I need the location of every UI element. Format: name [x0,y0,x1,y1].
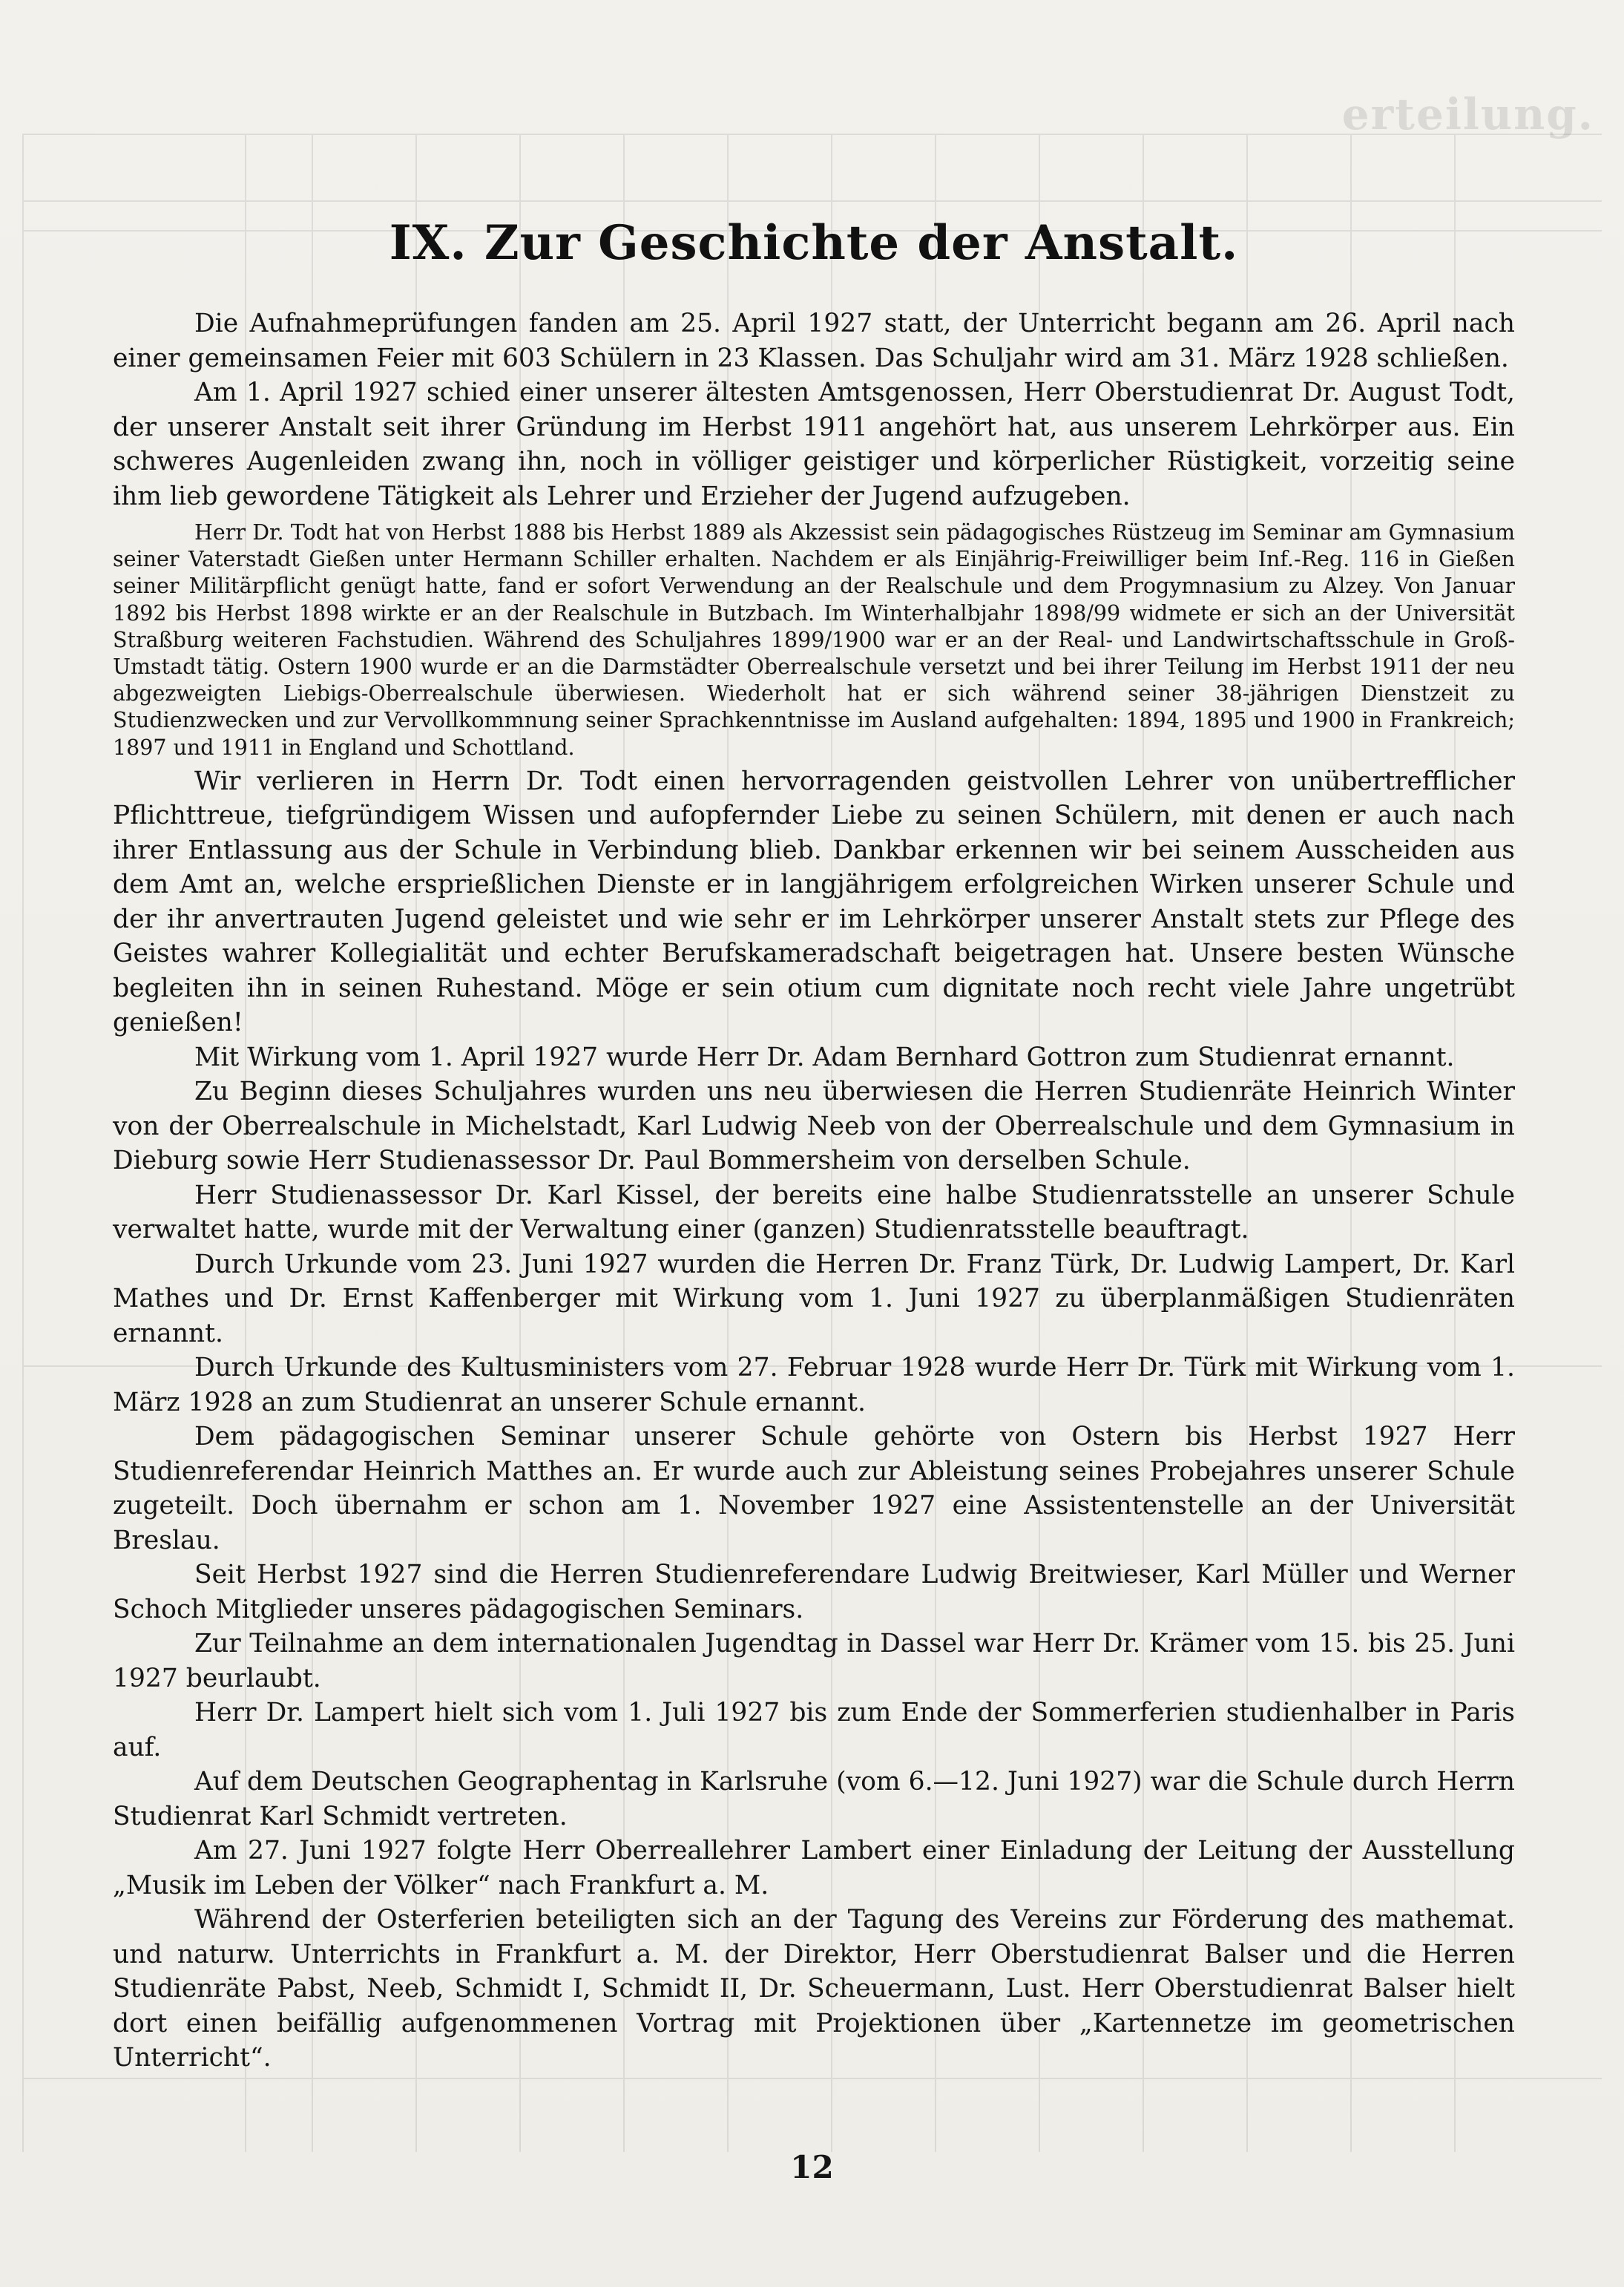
section-heading: IX. Zur Geschichte der Anstalt. [389,215,1239,271]
paragraph-tribute: Wir verlieren in Herrn Dr. Todt einen hervorragenden geistvollen Lehrer von unübertrefflicher Pflichttreue, tiefgründigem Wissen und aufopfernder Liebe zu seinen Schülern, mit denen er auch nach ihrer Entlassung aus der Schule in Verbindung blieb. Dankbar erkennen wir bei seinem Ausscheiden aus dem Amt an, welche ersprießlichen Dienste er in langjährigem erfolgreichen Wirken unserer Schule und der ihr anvertrauten Jugend geleistet und wie sehr er im Lehrkörper unserer Anstalt stets zur Pflege des Geistes wahrer Kollegialität und echter Berufskameradschaft beigetragen hat. Unsere besten Wünsche begleiten ihn in seinen Ruhestand. Möge er sein otium cum dignitate noch recht viele Jahre ungetrübt genießen! [113,766,1515,1038]
paragraph-new-teachers: Zu Beginn dieses Schuljahres wurden uns neu überwiesen die Herren Studienräte Heinrich Winter von der Oberrealschule in Michelstadt, Karl Ludwig Neeb von der Oberrealschule und dem Gymnasium in Dieburg sowie Herr Studienassessor Dr. Paul Bommersheim von derselben Schule. [113,1077,1515,1176]
paragraph-jugendtag: Zur Teilnahme an dem internationalen Jugendtag in Dassel war Herr Dr. Krämer vom 15. bis 25. Juni 1927 beurlaubt. [113,1629,1515,1693]
todt-biography: Herr Dr. Todt hat von Herbst 1888 bis Herbst 1889 als Akzessist sein pädagogisches Rüstzeug im Seminar am Gymnasium seiner Vaterstadt Gießen unter Hermann Schiller erhalten. Nachdem er als Einjährig-Freiwilliger beim Inf.-Reg. 116 in Gießen seiner Militärpflicht genügt hatte, fand er sofort Verwendung an der Realschule und dem Progymnasium zu Alzey. Von Januar 1892 bis Herbst 1898 wirkte er an der Realschule in Butzbach. Im Winterhalbjahr 1898/99 widmete er sich an der Universität Straßburg weiteren Fachstudien. Während des Schuljahres 1899/1900 war er an der Real- und Landwirtschaftsschule in Groß-Umstadt tätig. Ostern 1900 wurde er an die Darmstädter Oberrealschule versetzt und bei ihrer Teilung im Herbst 1911 der neu abgezweigten Liebigs-Oberrealschule überwiesen. Wiederholt hat er sich während seiner 38-jährigen Dienstzeit zu Studienzwecken und zur Vervollkommnung seiner Sprachkenntnisse im Ausland aufgehalten: 1894, 1895 und 1900 in Frankreich; 1897 und 1911 in England und Schottland. [113,520,1515,760]
paragraph-kissel: Herr Studienassessor Dr. Karl Kissel, der bereits eine halbe Studienratsstelle an unserer Schule verwaltet hatte, wurde mit der Verwaltung einer (ganzen) Studienratsstelle beauftragt. [113,1180,1515,1245]
paragraph-opening: Die Aufnahmeprüfungen fanden am 25. April 1927 statt, der Unterricht begann am 26. April nach einer gemeinsamen Feier mit 603 Schülern in 23 Klassen. Das Schuljahr wird am 31. März 1928 schließen. [113,309,1515,373]
paragraph-osterferien: Während der Osterferien beteiligten sich an der Tagung des Vereins zur Förderung des mathemat. und naturw. Unterrichts in Frankfurt a. M. der Direktor, Herr Oberstudienrat Balser und die Herren Studienräte Pabst, Neeb, Schmidt I, Schmidt II, Dr. Scheuermann, Lust. Herr Oberstudienrat Balser hielt dort einen beifällig aufgenommenen Vortrag mit Projektionen über „Kartennetze im geometrischen Unterricht“. [113,1905,1515,2073]
page-number: 12 [790,2149,834,2185]
show-through-title: erteilung. [1341,89,1594,140]
paragraph-referendare: Seit Herbst 1927 sind die Herren Studienreferendare Ludwig Breitwieser, Karl Müller und Werner Schoch Mitglieder unseres pädagogischen Seminars. [113,1560,1515,1624]
paragraph-geographentag: Auf dem Deutschen Geographentag in Karlsruhe (vom 6.—12. Juni 1927) war die Schule durch Herrn Studienrat Karl Schmidt vertreten. [113,1767,1515,1831]
paragraph-lampert-paris: Herr Dr. Lampert hielt sich vom 1. Juli 1927 bis zum Ende der Sommerferien studienhalber in Paris auf. [113,1698,1515,1762]
paragraph-tuerk: Durch Urkunde des Kultusministers vom 27. Februar 1928 wurde Herr Dr. Türk mit Wirkung vom 1. März 1928 an zum Studienrat an unserer Schule ernannt. [113,1353,1515,1417]
paragraph-appointments: Durch Urkunde vom 23. Juni 1927 wurden die Herren Dr. Franz Türk, Dr. Ludwig Lampert, Dr. Karl Mathes und Dr. Ernst Kaffenberger mit Wirkung vom 1. Juni 1927 zu überplanmäßigen Studienräten ernannt. [113,1249,1515,1348]
paragraph-seminar-matthes: Dem pädagogischen Seminar unserer Schule gehörte von Ostern bis Herbst 1927 Herr Studienreferendar Heinrich Matthes an. Er wurde auch zur Ableistung seines Probejahres unserer Schule zugeteilt. Doch übernahm er schon am 1. November 1927 eine Assistentenstelle an der Universität Breslau. [113,1422,1515,1555]
paragraph-gottron: Mit Wirkung vom 1. April 1927 wurde Herr Dr. Adam Bernhard Gottron zum Studienrat ernannt. [194,1042,1455,1072]
paragraph-ausstellung: Am 27. Juni 1927 folgte Herr Oberreallehrer Lambert einer Einladung der Leitung der Ausstellung „Musik im Leben der Völker“ nach Frankfurt a. M. [113,1836,1515,1900]
article [113,215,1515,2076]
paragraph-todt-retirement: Am 1. April 1927 schied einer unserer ältesten Amtsgenossen, Herr Oberstudienrat Dr. August Todt, der unserer Anstalt seit ihrer Gründung im Herbst 1911 angehört hat, aus unserem Lehrkörper aus. Ein schweres Augenleiden zwang ihn, noch in völliger geistiger und körperlicher Rüstigkeit, vorzeitig seine ihm lieb gewordene Tätigkeit als Lehrer und Erzieher der Jugend aufzugeben. [113,378,1515,511]
